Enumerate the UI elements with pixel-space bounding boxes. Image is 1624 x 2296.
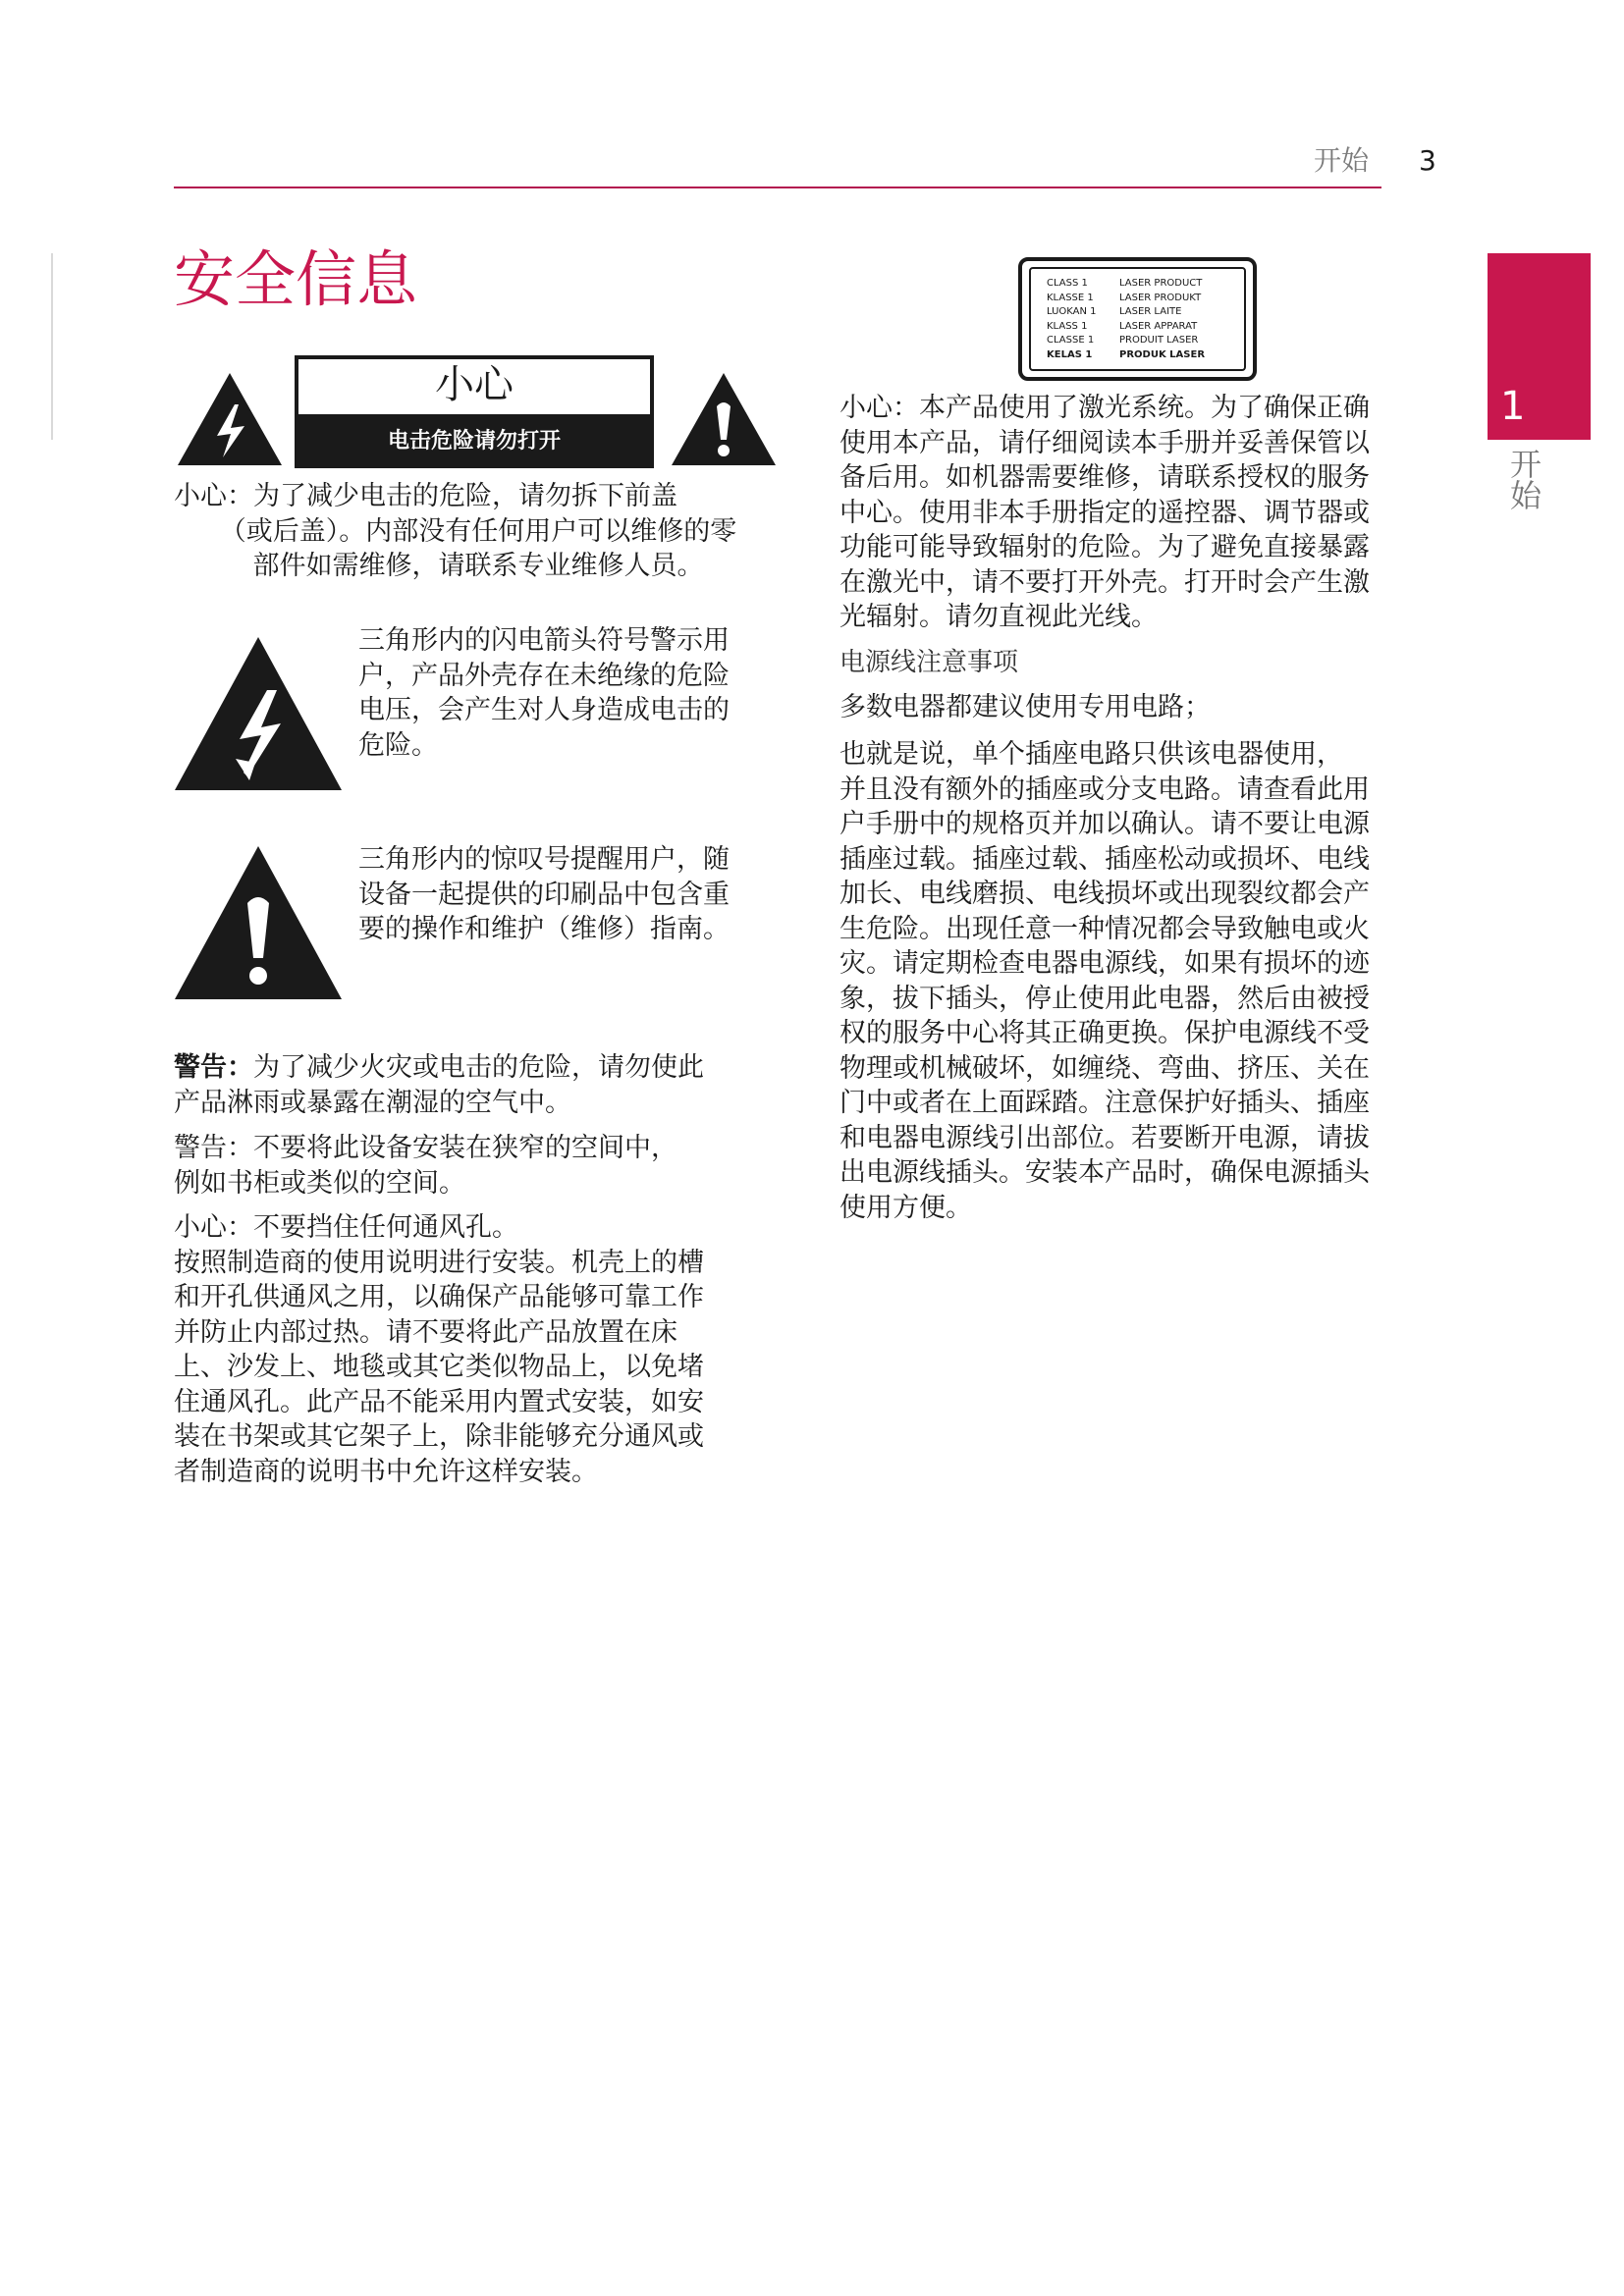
caution-keyword: 小心： xyxy=(174,481,253,511)
laser-label-product: LASER PRODUCT xyxy=(1119,278,1203,289)
power-cord-heading: 电源线注意事项 xyxy=(839,648,1019,677)
caution-label-subtitle: 电击危险请勿打开 xyxy=(387,429,561,454)
margin-rule xyxy=(51,253,53,440)
caution-line-1: 小心：为了减少电击的危险，请勿拆下前盖 xyxy=(174,481,677,511)
header-rule xyxy=(174,187,1381,188)
running-header-section: 开始 xyxy=(1314,144,1370,177)
caution-label-title: 小心 xyxy=(435,362,514,407)
page-number: 3 xyxy=(1419,144,1436,177)
power-cord-paragraph: 也就是说，单个插座电路只供该电器使用， 并且没有额外的插座或分支电路。请查看此用 户手册中的规格页并加以确认。请不要让电源 插座过载。插座过载、插座松动或损坏、电线 加长、电线磨损、电线损坏或出现裂纹都会产 生危险。出现任意一种情况都会导致触电或火 灾。请定期检查电器电源线，如果有损坏的迹 象，拔下插头，停止使用此电器，然后由被授 权的服务中心将其正确更换。保护电源线不受 物理或机械破坏，如缠绕、弯曲、挤压、关在 门中或者在上面踩踏。注意保护好插头、插座 和电器电源线引出部位。若要断开电源，请拔 出电源线插头。安装本产品时，确保电源插头 使用方便。 xyxy=(839,739,1370,1223)
chapter-label: 开始 xyxy=(1505,448,1543,510)
laser-label-class: CLASSE 1 xyxy=(1047,335,1095,346)
laser-label-product: PRODUK LASER xyxy=(1119,348,1206,360)
laser-label-class: KLASSE 1 xyxy=(1047,292,1094,303)
warning-keyword: 警告： xyxy=(174,1052,253,1083)
power-cord-intro: 多数电器都建议使用专用电路； xyxy=(839,692,1211,722)
exclamation-triangle-icon xyxy=(171,842,346,1003)
warning-keyword: 警告： xyxy=(174,1133,253,1163)
lightning-triangle-icon xyxy=(171,633,346,794)
ventilation-caution-paragraph: 小心：不要挡住任何通风孔。 按照制造商的使用说明进行安装。机壳上的槽 和开孔供通风之用，以确保产品能够可靠工作 并防止内部过热。请不要将此产品放置在床 上、沙发上、地毯或其它类似物品上，以免堵 住通风孔。此产品不能采用内置式安装，如安 装在书架或其它架子上，除非能够充分通风或 者制造商的说明书中允许这样安装。 xyxy=(174,1212,704,1487)
laser-label-class: KLASS 1 xyxy=(1047,320,1088,332)
laser-label-class: KELAS 1 xyxy=(1047,348,1093,360)
laser-caution-paragraph: 小心：本产品使用了激光系统。为了确保正确 使用本产品，请仔细阅读本手册并妥善保管以 备后用。如机器需要维修，请联系授权的服务 中心。使用非本手册指定的遥控器、调节器或 功能可能导致辐射的危险。为了避免直接暴露 在激光中，请不要打开外壳。打开时会产生激 光辐射。请勿直视此光线。 xyxy=(839,393,1370,632)
caution-line-3: 部件如需维修，请联系专业维修人员。 xyxy=(252,551,704,581)
exclamation-symbol-paragraph: 三角形内的惊叹号提醒用户，随 设备一起提供的印刷品中包含重 要的操作和维护（维修）指南。 xyxy=(358,844,730,944)
caution-keyword: 小心： xyxy=(174,1212,253,1243)
laser-label-product: LASER LAITE xyxy=(1119,306,1182,317)
warning-rain-paragraph: 警告：为了减少火灾或电击的危险，请勿使此 产品淋雨或暴露在潮湿的空气中。 xyxy=(174,1052,704,1118)
lightning-symbol-paragraph: 三角形内的闪电箭头符号警示用 户，产品外壳存在未绝缘的危险 电压，会产生对人身造成电击的 危险。 xyxy=(358,625,730,761)
laser-label-product: PRODUIT LASER xyxy=(1119,335,1199,346)
chapter-number: 1 xyxy=(1500,384,1526,429)
caution-keyword: 小心： xyxy=(839,393,919,423)
laser-label-class: LUOKAN 1 xyxy=(1047,306,1097,317)
lightning-warning-icon xyxy=(174,369,286,469)
laser-label-class: CLASS 1 xyxy=(1047,278,1088,289)
page-title: 安全信息 xyxy=(174,243,418,315)
exclamation-warning-icon xyxy=(668,369,780,469)
warning-space-paragraph: 警告：不要将此设备安装在狭窄的空间中， 例如书柜或类似的空间。 xyxy=(174,1133,677,1199)
caution-line-2: （或后盖）。内部没有任何用户可以维修的零 xyxy=(219,515,737,547)
laser-label-product: LASER APPARAT xyxy=(1119,320,1198,332)
laser-label-product: LASER PRODUKT xyxy=(1119,292,1202,303)
caution-paragraph xyxy=(174,479,783,584)
